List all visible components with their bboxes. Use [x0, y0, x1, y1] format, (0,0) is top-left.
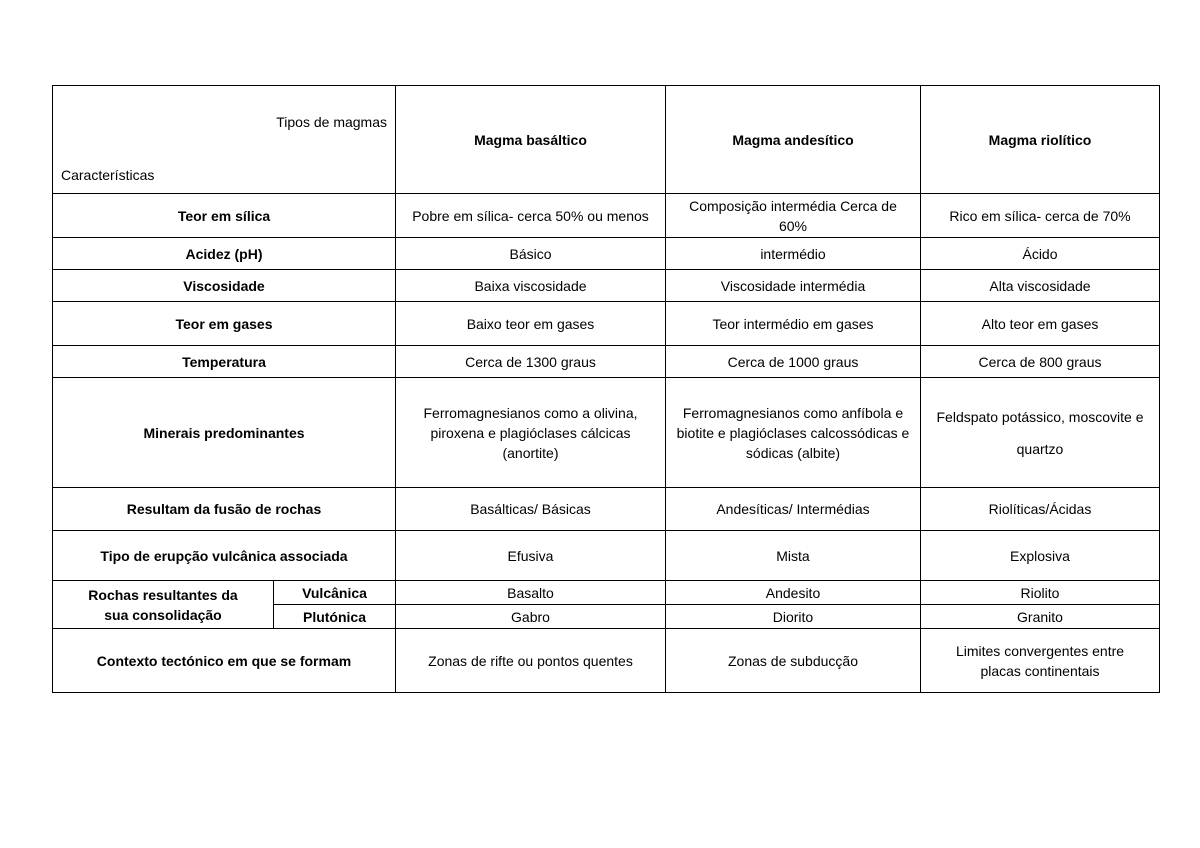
table-cell: Ferromagnesianos como anfíbola e biotite e plagióclases calcossódicas e sódicas (albite): [666, 378, 921, 488]
row-label: Viscosidade: [53, 270, 396, 302]
header-row: [53, 86, 1160, 194]
table-cell: Cerca de 800 graus: [921, 346, 1160, 378]
row-label: Teor em sílica: [53, 194, 396, 238]
table-cell: Básico: [396, 238, 666, 270]
table-row-vulcanica: [53, 581, 1160, 605]
table-cell: Riolíticas/Ácidas: [921, 488, 1160, 531]
table-cell: Andesito: [666, 581, 921, 605]
table-cell: Ácido: [921, 238, 1160, 270]
table-cell: Mista: [666, 531, 921, 581]
table-row: [53, 488, 1160, 531]
table-cell: Zonas de subducção: [666, 629, 921, 693]
table-cell: Cerca de 1300 graus: [396, 346, 666, 378]
table-cell: Ferromagnesianos como a olivina, piroxena e plagióclases cálcicas (anortite): [396, 378, 666, 488]
table-cell: Zonas de rifte ou pontos quentes: [396, 629, 666, 693]
table-cell: Limites convergentes entre placas continentais: [921, 629, 1160, 693]
row-label: Tipo de erupção vulcânica associada: [53, 531, 396, 581]
table-cell: Explosiva: [921, 531, 1160, 581]
row-label: Temperatura: [53, 346, 396, 378]
table-row: [53, 378, 1160, 488]
table-cell: Feldspato potássico, moscovite e quartzo: [921, 378, 1160, 488]
row-label: Teor em gases: [53, 302, 396, 346]
table-cell: Baixa viscosidade: [396, 270, 666, 302]
table-row: [53, 302, 1160, 346]
table-row: [53, 238, 1160, 270]
header-tipos-label: Tipos de magmas: [276, 114, 387, 130]
col-header-basaltico: Magma basáltico: [396, 86, 666, 194]
col-header-riolitico: Magma riolítico: [921, 86, 1160, 194]
table-cell: Cerca de 1000 graus: [666, 346, 921, 378]
table-cell: Basalto: [396, 581, 666, 605]
table-cell: Viscosidade intermédia: [666, 270, 921, 302]
table-row: [53, 194, 1160, 238]
table-cell: Efusiva: [396, 531, 666, 581]
row-label: Resultam da fusão de rochas: [53, 488, 396, 531]
rochas-resultantes-label: Rochas resultantes da sua consolidação: [53, 581, 274, 629]
table-row: [53, 531, 1160, 581]
table-cell: Alta viscosidade: [921, 270, 1160, 302]
col-header-andesitico: Magma andesítico: [666, 86, 921, 194]
table-cell: Granito: [921, 605, 1160, 629]
header-caracteristicas-label: Características: [61, 167, 155, 183]
table-cell: Basálticas/ Básicas: [396, 488, 666, 531]
table-cell: Diorito: [666, 605, 921, 629]
row-label: Contexto tectónico em que se formam: [53, 629, 396, 693]
table-cell: Rico em sílica- cerca de 70%: [921, 194, 1160, 238]
table-cell: Composição intermédia Cerca de 60%: [666, 194, 921, 238]
table-cell: intermédio: [666, 238, 921, 270]
table-row: [53, 346, 1160, 378]
table-row: [53, 270, 1160, 302]
table-cell: Baixo teor em gases: [396, 302, 666, 346]
table-cell: Riolito: [921, 581, 1160, 605]
row-label: Minerais predominantes: [53, 378, 396, 488]
vulcanica-label: Vulcânica: [274, 581, 396, 605]
table-cell: Andesíticas/ Intermédias: [666, 488, 921, 531]
row-label: Acidez (pH): [53, 238, 396, 270]
plutonica-label: Plutónica: [274, 605, 396, 629]
table-cell: Pobre em sílica- cerca 50% ou menos: [396, 194, 666, 238]
table-row: [53, 629, 1160, 693]
table-cell: Gabro: [396, 605, 666, 629]
table-cell: Teor intermédio em gases: [666, 302, 921, 346]
magma-comparison-table: [52, 85, 1160, 693]
header-corner-cell: [53, 86, 396, 194]
table-cell: Alto teor em gases: [921, 302, 1160, 346]
